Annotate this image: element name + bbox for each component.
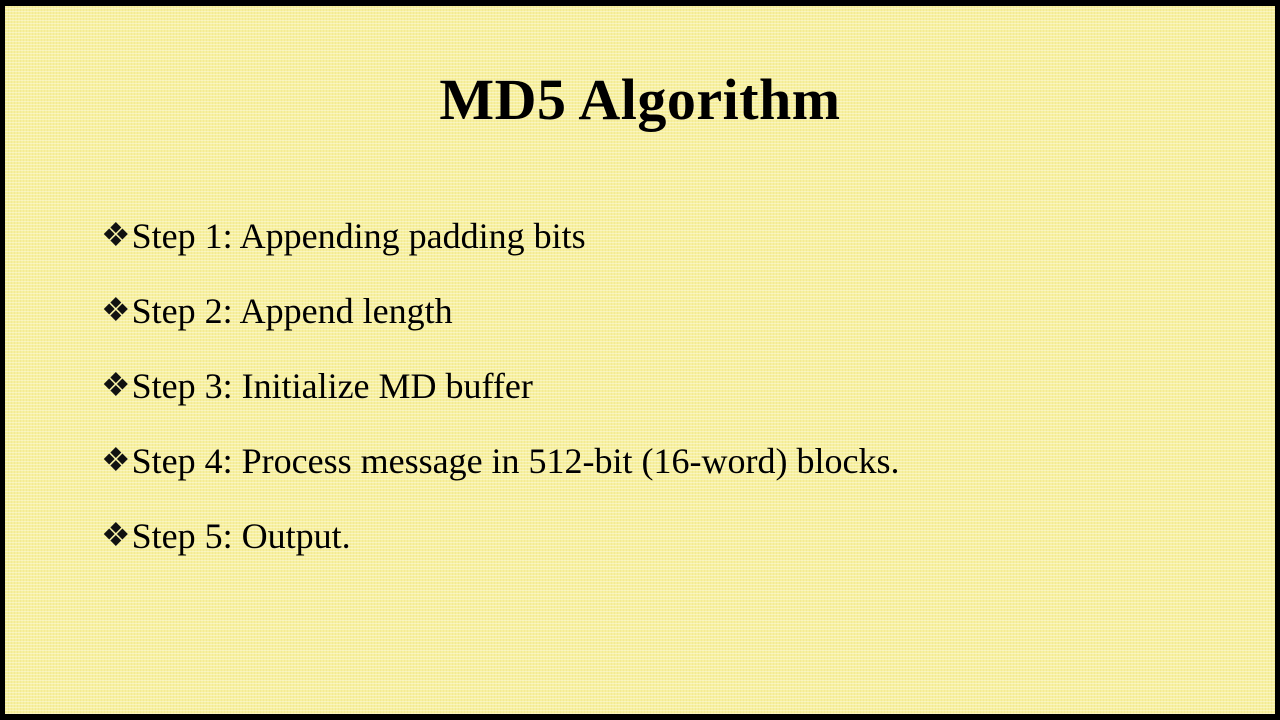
diamond-bullet-icon: ❖ xyxy=(101,518,131,554)
list-item-label: Step 5: Output. xyxy=(131,516,351,556)
list-item xyxy=(101,514,1181,558)
bullet-list xyxy=(101,214,1181,589)
list-item xyxy=(101,289,1181,333)
diamond-bullet-icon: ❖ xyxy=(101,293,131,329)
list-item-label: Step 1: Appending padding bits xyxy=(131,216,586,256)
page-title: MD5 Algorithm xyxy=(439,67,841,132)
list-item xyxy=(101,364,1181,408)
diamond-bullet-icon: ❖ xyxy=(101,443,131,479)
list-item-label: Step 2: Append length xyxy=(131,291,453,331)
list-item-label: Step 4: Process message in 512-bit (16-word) blocks. xyxy=(131,441,900,481)
diamond-bullet-icon: ❖ xyxy=(101,368,131,404)
diamond-bullet-icon: ❖ xyxy=(101,218,131,254)
list-item xyxy=(101,439,1181,483)
list-item-label: Step 3: Initialize MD buffer xyxy=(131,366,533,406)
list-item xyxy=(101,214,1181,258)
